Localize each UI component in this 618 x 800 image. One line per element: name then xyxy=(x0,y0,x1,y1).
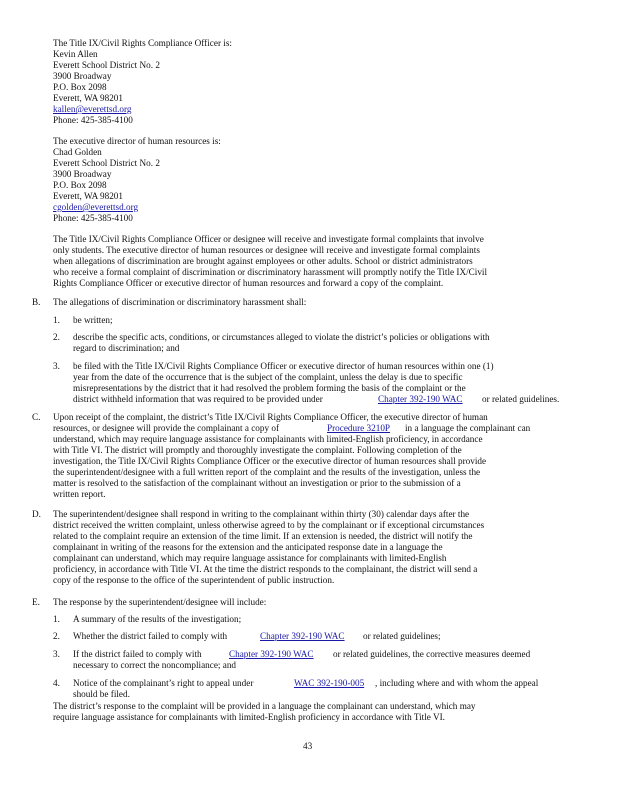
hr-city: Everett, WA 98201 xyxy=(53,191,123,201)
section-e-item4-pre: Notice of the complainant’s right to appeal under xyxy=(73,678,254,688)
intro-line: when allegations of discrimination are brought against employees or other adults. School or district administrators xyxy=(53,256,473,266)
section-b-item2-num: 2. xyxy=(53,332,60,342)
section-b-letter: B. xyxy=(32,297,41,307)
chapter-392-190-wac-link[interactable]: Chapter 392-190 WAC xyxy=(260,631,345,641)
section-c-line: Upon receipt of the complaint, the district’s Title IX/Civil Rights Compliance Officer, the executive director of human xyxy=(53,412,488,422)
section-b-item3-line: be filed with the Title IX/Civil Rights Compliance Officer or executive director of human resources within one (1) xyxy=(73,361,494,371)
section-e-item3-pre: If the district failed to comply with xyxy=(73,649,202,659)
section-d-line: copy of the response to the office of the superintendent of public instruction. xyxy=(53,575,335,585)
section-b-item3-line: year from the date of the occurrence that is the subject of the complaint, unless the delay is due to specific xyxy=(73,372,463,382)
intro-line: who receive a formal complaint of discrimination or discriminatory harassment will promptly notify the Title IX/Civil xyxy=(53,267,488,277)
officer-intro: The Title IX/Civil Rights Compliance Officer is: xyxy=(53,38,232,48)
section-e-item1-text: A summary of the results of the investigation; xyxy=(73,614,242,624)
officer-phone: Phone: 425-385-4100 xyxy=(53,115,133,125)
officer-org: Everett School District No. 2 xyxy=(53,60,160,70)
section-d-line: complainant in writing of the reasons for the extension and the anticipated response date in a language the xyxy=(53,542,443,552)
officer-name: Kevin Allen xyxy=(53,49,98,59)
section-b-item3-line: district withheld information that was required to be provided under xyxy=(73,394,323,404)
hr-pobox: P.O. Box 2098 xyxy=(53,180,107,190)
section-e-item4-line2: should be filed. xyxy=(73,689,130,699)
section-b-heading: The allegations of discrimination or discriminatory harassment shall: xyxy=(53,297,307,307)
section-c-line: written report. xyxy=(53,489,106,499)
hr-street: 3900 Broadway xyxy=(53,169,112,179)
section-d-line: proficiency, in accordance with Title VI. At the time the district responds to the complainant, the district will send a xyxy=(53,564,478,574)
hr-org: Everett School District No. 2 xyxy=(53,158,160,168)
section-d-line: The superintendent/designee shall respond in writing to the complainant within thirty (30) calendar days after the xyxy=(53,509,470,519)
section-c-line: in a language the complainant can xyxy=(405,423,531,433)
officer-city: Everett, WA 98201 xyxy=(53,93,123,103)
section-b-item3-num: 3. xyxy=(53,361,60,371)
officer-email-link[interactable]: kallen@everettsd.org xyxy=(53,104,132,114)
section-e-closing-line: require language assistance for complainants with limited-English proficiency in accordance with Title VI. xyxy=(53,712,445,722)
section-e-item3-num: 3. xyxy=(53,649,60,659)
section-e-item3-post: or related guidelines, the corrective measures deemed xyxy=(333,649,531,659)
wac-392-190-005-link[interactable]: WAC 392-190-005 xyxy=(294,678,365,688)
section-c-line: investigation, the Title IX/Civil Rights Compliance Officer or the executive director of human resources shall provide xyxy=(53,456,487,466)
hr-email-link[interactable]: cgolden@everettsd.org xyxy=(53,202,139,212)
officer-pobox: P.O. Box 2098 xyxy=(53,82,107,92)
section-e-item2-pre: Whether the district failed to comply with xyxy=(73,631,228,641)
section-e-item3-line2: necessary to correct the noncompliance; and xyxy=(73,660,237,670)
section-b-item2-line: regard to discrimination; and xyxy=(73,343,180,353)
section-b-item2-line: describe the specific acts, conditions, or circumstances alleged to violate the district’s policies or obligations with xyxy=(73,332,490,342)
section-d-line: district received the written complaint, unless otherwise agreed to by the complainant or if exceptional circumstances xyxy=(53,520,485,530)
section-e-item2-num: 2. xyxy=(53,631,60,641)
section-e-heading: The response by the superintendent/designee will include: xyxy=(53,597,267,607)
section-c-line: resources, or designee will provide the complainant a copy of xyxy=(53,423,280,433)
section-d-letter: D. xyxy=(32,509,41,519)
intro-line: The Title IX/Civil Rights Compliance Officer or designee will receive and investigate formal complaints that involve xyxy=(53,234,484,244)
section-d-line: related to the complaint require an extension of the time limit. If an extension is needed, the district will notify the xyxy=(53,531,473,541)
chapter-392-190-wac-link[interactable]: Chapter 392-190 WAC xyxy=(229,649,314,659)
section-c-line: the superintendent/designee with a full written report of the complaint and the results of the investigation, unless the xyxy=(53,467,481,477)
hr-intro: The executive director of human resources is: xyxy=(53,136,221,146)
section-b-item1-text: be written; xyxy=(73,315,113,325)
hr-phone: Phone: 425-385-4100 xyxy=(53,213,133,223)
section-b-item1-num: 1. xyxy=(53,315,60,325)
section-e-item4-post: , including where and with whom the appeal xyxy=(375,678,539,688)
section-e-letter: E. xyxy=(32,597,40,607)
officer-street: 3900 Broadway xyxy=(53,71,112,81)
section-e-item1-num: 1. xyxy=(53,614,60,624)
intro-line: only students. The executive director of human resources or designee will receive and investigate formal complaints xyxy=(53,245,480,255)
section-c-line: understand, which may require language assistance for complainants with limited-English proficiency, in accordance xyxy=(53,434,483,444)
chapter-392-190-wac-link[interactable]: Chapter 392-190 WAC xyxy=(378,394,463,404)
section-d-line: complainant can understand, which may require language assistance for complainants with limited-English xyxy=(53,553,447,563)
procedure-3210p-link[interactable]: Procedure 3210P xyxy=(327,423,391,433)
section-b-item3-line: misrepresentations by the district that it had resolved the problem forming the basis of the complaint or the xyxy=(73,383,466,393)
section-c-line: with Title VI. The district will promptly and thoroughly investigate the complaint. Following completion of the xyxy=(53,445,462,455)
hr-name: Chad Golden xyxy=(53,147,102,157)
section-b-item3-tail: or related guidelines. xyxy=(482,394,560,404)
section-e-item4-num: 4. xyxy=(53,678,60,688)
section-e-item2-post: or related guidelines; xyxy=(363,631,441,641)
page-number: 43 xyxy=(303,741,313,751)
section-e-closing-line: The district’s response to the complaint will be provided in a language the complainant can understand, which may xyxy=(53,701,476,711)
section-c-letter: C. xyxy=(32,412,41,422)
section-c-line: matter is resolved to the satisfaction of the complainant without an investigation or prior to the submission of a xyxy=(53,478,461,488)
intro-line: Rights Compliance Officer or executive director of human resources and forward a copy of the complaint. xyxy=(53,278,444,288)
